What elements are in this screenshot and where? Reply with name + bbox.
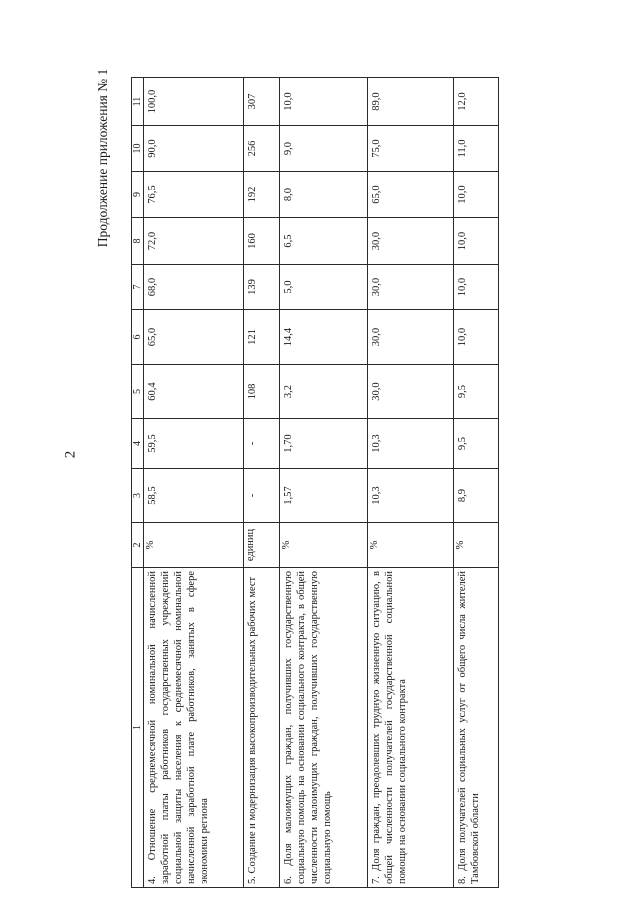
indicator-value: 9,5 bbox=[454, 365, 499, 419]
column-number: 8 bbox=[132, 218, 144, 265]
indicator-value: 10,0 bbox=[454, 218, 499, 265]
column-number: 6 bbox=[132, 310, 144, 365]
indicator-name: 5. Создание и модернизация высокопроизводительных рабочих мест bbox=[244, 568, 280, 888]
table-row bbox=[244, 78, 280, 888]
indicator-value: 30,0 bbox=[368, 310, 454, 365]
indicator-value: 11,0 bbox=[454, 126, 499, 172]
indicator-value: 59,5 bbox=[144, 419, 244, 469]
indicator-name: 6. Доля малоимущих граждан, получивших государственную социальную помощь на основании социального контракта, в общей численности малоимущих граждан, получивших государственную социальную помощь bbox=[280, 568, 368, 888]
indicator-value: 8,0 bbox=[280, 172, 368, 218]
indicator-value: 10,0 bbox=[280, 78, 368, 126]
column-number: 7 bbox=[132, 265, 144, 310]
indicator-value: 1,57 bbox=[280, 469, 368, 523]
column-number: 9 bbox=[132, 172, 144, 218]
indicator-unit: % bbox=[454, 523, 499, 568]
indicator-value: 89,0 bbox=[368, 78, 454, 126]
indicator-value: - bbox=[244, 419, 280, 469]
indicator-value: 3,2 bbox=[280, 365, 368, 419]
indicator-unit: % bbox=[368, 523, 454, 568]
indicator-value: 139 bbox=[244, 265, 280, 310]
indicator-value: 108 bbox=[244, 365, 280, 419]
page-number: 2 bbox=[62, 450, 79, 459]
indicator-value: 9,5 bbox=[454, 419, 499, 469]
indicator-value: 75,0 bbox=[368, 126, 454, 172]
indicator-value: 10,3 bbox=[368, 419, 454, 469]
table-row bbox=[368, 78, 454, 888]
indicator-value: 10,0 bbox=[454, 265, 499, 310]
continuation-heading: Продолжение приложения № 1 bbox=[95, 68, 110, 248]
indicator-name: 4. Отношение среднемесячной номинальной начисленной заработной платы работников государственных учреждений социальной защиты населения к среднемесячной номинальной начисленной заработной плате работников, занятых в сфере экономики региона bbox=[144, 568, 244, 888]
indicator-value: 30,0 bbox=[368, 218, 454, 265]
column-number: 1 bbox=[132, 568, 144, 888]
table-row bbox=[454, 78, 499, 888]
indicator-value: 9,0 bbox=[280, 126, 368, 172]
table-row bbox=[280, 78, 368, 888]
column-number-row bbox=[132, 78, 144, 888]
column-number: 3 bbox=[132, 469, 144, 523]
column-number: 5 bbox=[132, 365, 144, 419]
table-row bbox=[144, 78, 244, 888]
indicator-value: 30,0 bbox=[368, 365, 454, 419]
indicator-value: 1,70 bbox=[280, 419, 368, 469]
indicator-value: 65,0 bbox=[144, 310, 244, 365]
indicator-value: 65,0 bbox=[368, 172, 454, 218]
indicator-value: 10,0 bbox=[454, 172, 499, 218]
indicator-value: 58,5 bbox=[144, 469, 244, 523]
indicator-value: 68,0 bbox=[144, 265, 244, 310]
indicator-value: 72,0 bbox=[144, 218, 244, 265]
indicators-table bbox=[131, 77, 499, 888]
indicator-value: 76,5 bbox=[144, 172, 244, 218]
indicator-value: 100,0 bbox=[144, 78, 244, 126]
indicator-value: 307 bbox=[244, 78, 280, 126]
indicator-value: 10,0 bbox=[454, 310, 499, 365]
column-number: 4 bbox=[132, 419, 144, 469]
indicators-table-rotated bbox=[131, 78, 497, 888]
indicator-unit: единиц bbox=[244, 523, 280, 568]
indicator-value: 14,4 bbox=[280, 310, 368, 365]
indicator-value: - bbox=[244, 469, 280, 523]
indicator-name: 7. Доля граждан, преодолевших трудную жизненную ситуацию, в общей численности получателей государственной социальной помощи на основании социального контракта bbox=[368, 568, 454, 888]
indicator-value: 5,0 bbox=[280, 265, 368, 310]
indicator-value: 30,0 bbox=[368, 265, 454, 310]
indicator-value: 256 bbox=[244, 126, 280, 172]
indicator-name: 8. Доля получателей социальных услуг от общего числа жителей Тамбовской области bbox=[454, 568, 499, 888]
indicator-value: 192 bbox=[244, 172, 280, 218]
indicator-value: 12,0 bbox=[454, 78, 499, 126]
indicator-value: 6,5 bbox=[280, 218, 368, 265]
indicator-value: 60,4 bbox=[144, 365, 244, 419]
column-number: 2 bbox=[132, 523, 144, 568]
indicator-unit: % bbox=[280, 523, 368, 568]
indicator-value: 8,9 bbox=[454, 469, 499, 523]
column-number: 11 bbox=[132, 78, 144, 126]
indicator-value: 10,3 bbox=[368, 469, 454, 523]
indicator-unit: % bbox=[144, 523, 244, 568]
indicator-value: 160 bbox=[244, 218, 280, 265]
indicator-value: 121 bbox=[244, 310, 280, 365]
column-number: 10 bbox=[132, 126, 144, 172]
indicator-value: 90,0 bbox=[144, 126, 244, 172]
